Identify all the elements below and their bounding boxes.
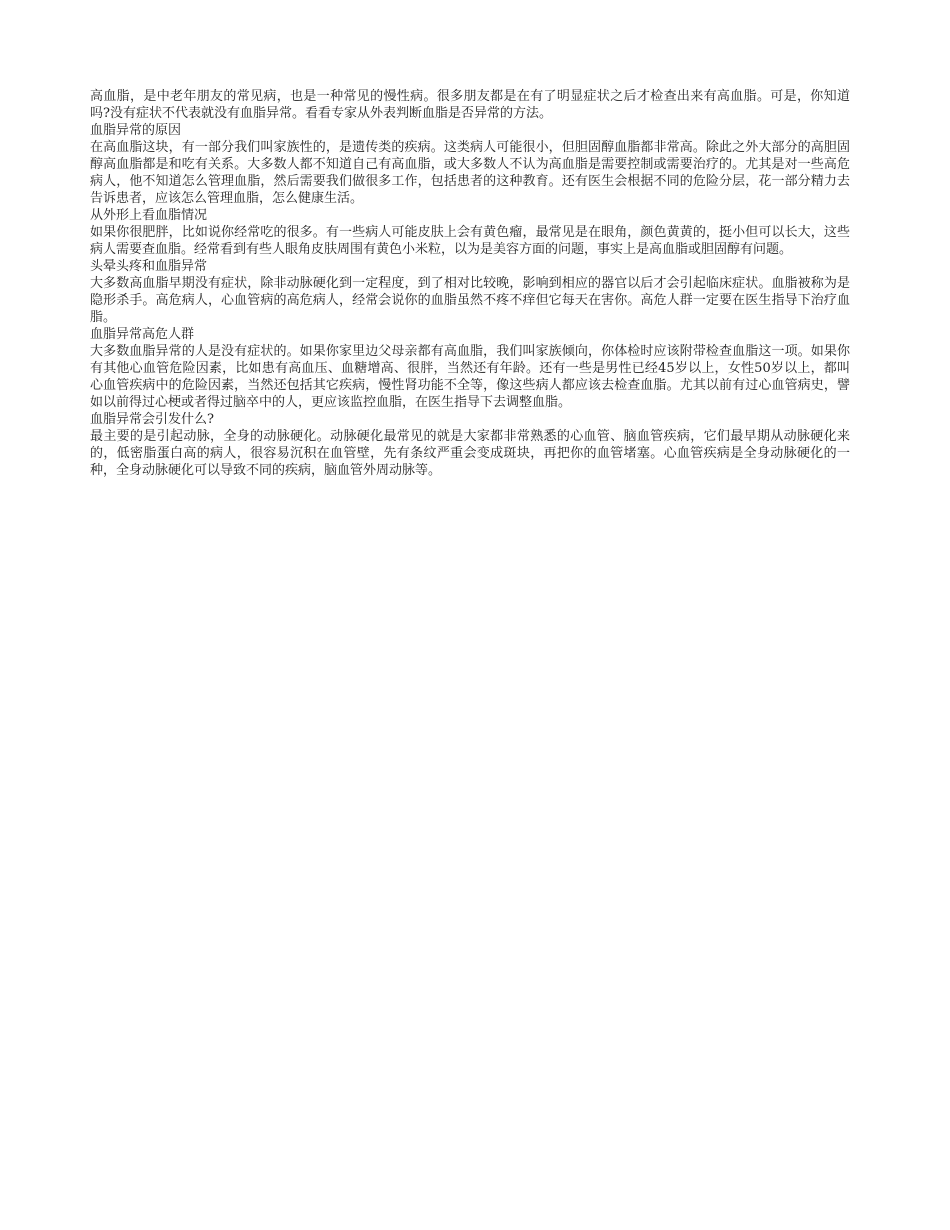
article	[90, 88, 850, 479]
section-heading-appearance: 从外形上看血脂情况	[90, 208, 208, 223]
section-body-causes: 在高血脂这块，有一部分我们叫家族性的，是遗传类的疾病。这类病人可能很小，但胆固醇血脂都非常高。除此之外大部分的高胆固醇高血脂都是和吃有关系。大多数人都不知道自己有高血脂，或大多数人不认为高血脂是需要控制或需要治疗的。尤其是对一些高危病人，他不知道怎么管理血脂，然后需要我们做很多工作，包括患者的这种教育。还有医生会根据不同的危险分层，花一部分精力去告诉患者，应该怎么管理血脂，怎么健康生活。	[90, 140, 850, 206]
section-body-consequences: 最主要的是引起动脉，全身的动脉硬化。动脉硬化最常见的就是大家都非常熟悉的心血管、脑血管疾病，它们最早期从动脉硬化来的，低密脂蛋白高的病人，很容易沉积在血管壁，先有条纹严重会变成斑块，再把你的血管堵塞。心血管疾病是全身动脉硬化的一种，全身动脉硬化可以导致不同的疾病，脑血管外周动脉等。	[90, 429, 850, 478]
section-heading-high-risk: 血脂异常高危人群	[90, 327, 195, 342]
section-body-dizziness: 大多数高血脂早期没有症状，除非动脉硬化到一定程度，到了相对比较晚，影响到相应的器官以后才会引起临床症状。血脂被称为是隐形杀手。高危病人，心血管病的高危病人，经常会说你的血脂虽然不疼不痒但它每天在害你。高危人群一定要在医生指导下治疗血脂。	[90, 276, 850, 325]
section-body-appearance: 如果你很肥胖，比如说你经常吃的很多。有一些病人可能皮肤上会有黄色瘤，最常见是在眼角，颜色黄黄的，挺小但可以长大，这些病人需要查血脂。经常看到有些人眼角皮肤周围有黄色小米粒，以为是美容方面的问题，事实上是高血脂或胆固醇有问题。	[90, 225, 850, 257]
section-body-high-risk: 大多数血脂异常的人是没有症状的。如果你家里边父母亲都有高血脂，我们叫家族倾向，你体检时应该附带检查血脂这一项。如果你有其他心血管危险因素，比如患有高血压、血糖增高、很胖，当然还有年龄。还有一些是男性已经45岁以上，女性50岁以上，都叫心血管疾病中的危险因素，当然还包括其它疾病，慢性肾功能不全等，像这些病人都应该去检查血脂。尤其以前有过心血管病史，譬如以前得过心梗或者得过脑卒中的人，更应该监控血脂，在医生指导下去调整血脂。	[90, 344, 850, 410]
section-heading-consequences: 血脂异常会引发什么?	[90, 412, 214, 427]
section-heading-dizziness: 头晕头疼和血脂异常	[90, 259, 208, 274]
section-heading-causes: 血脂异常的原因	[90, 123, 182, 138]
intro-paragraph: 高血脂，是中老年朋友的常见病，也是一种常见的慢性病。很多朋友都是在有了明显症状之后才检查出来有高血脂。可是，你知道吗?没有症状不代表就没有血脂异常。看看专家从外表判断血脂是否异常的方法。	[90, 89, 850, 121]
